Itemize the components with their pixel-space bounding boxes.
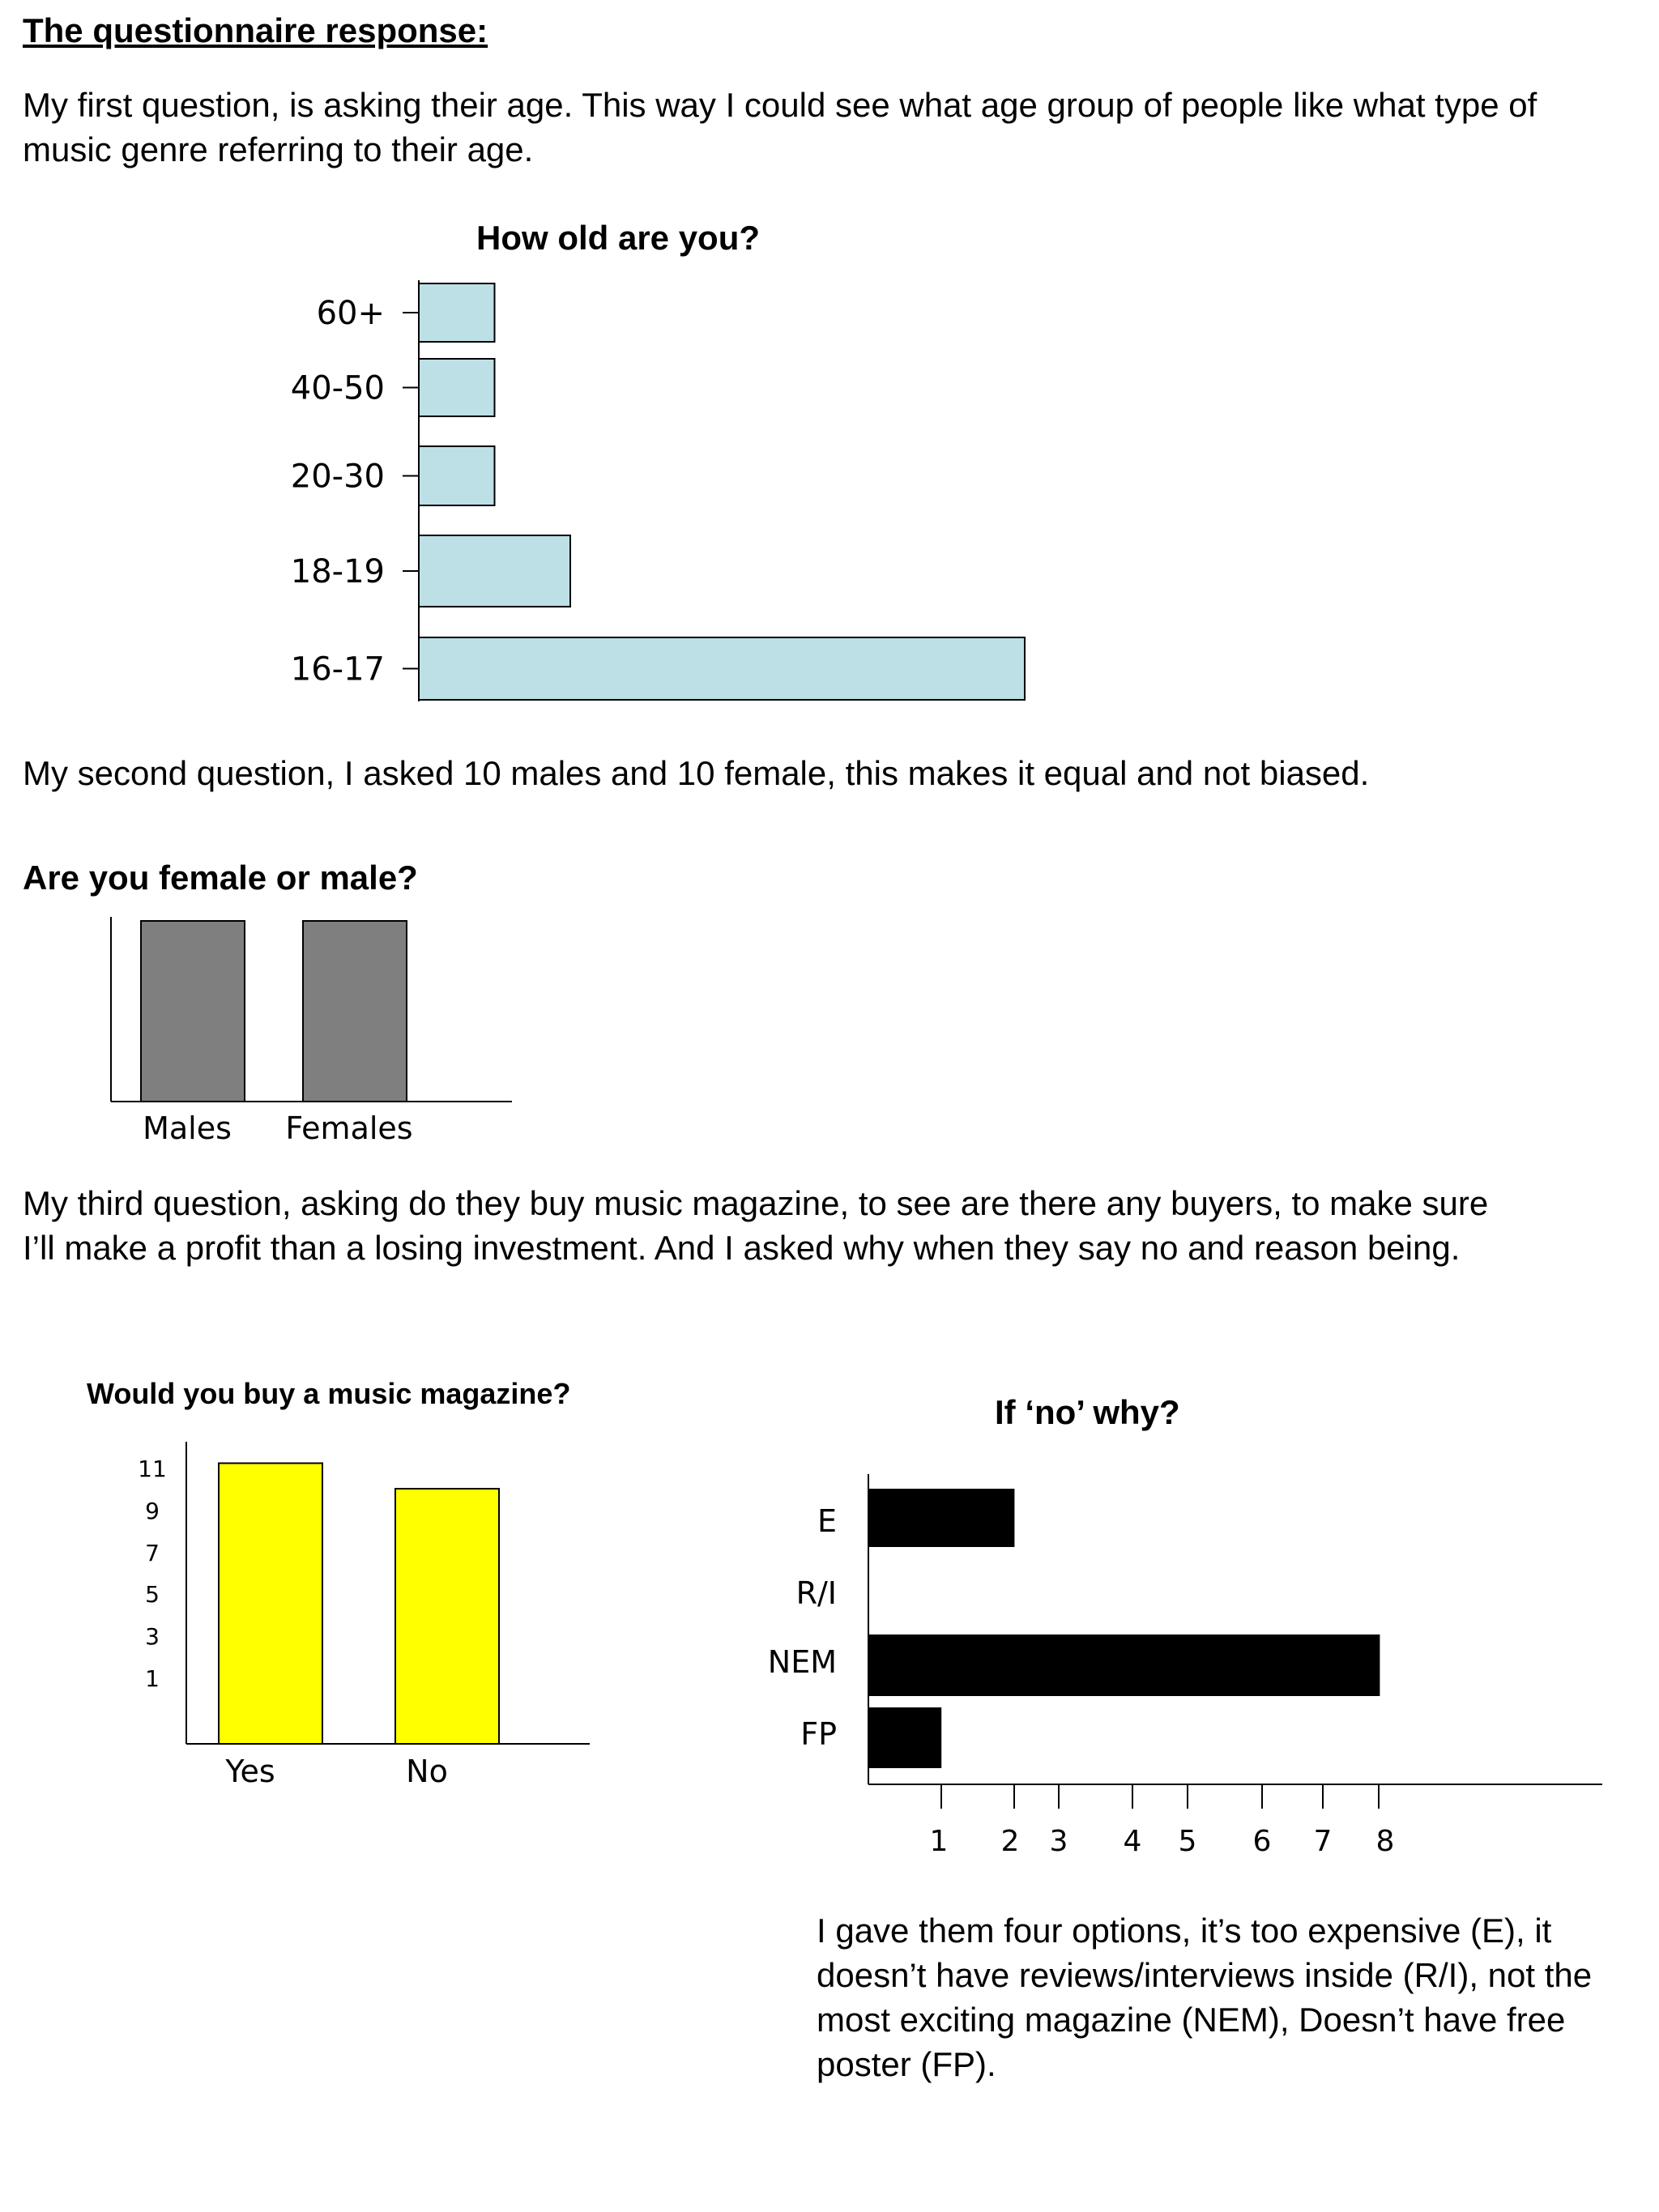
why-bar (868, 1634, 1380, 1696)
options-caption: I gave them four options, it’s too expensive (E), it doesn’t have reviews/interviews inside (R/I), not the most exciting magazine (NEM), Doesn’t have free poster (FP). (817, 1912, 1593, 2083)
why-category-label: FP (800, 1716, 837, 1752)
age-tick-label: 20-30 (290, 458, 385, 496)
age-chart-title: How old are you? (476, 219, 761, 257)
buy-category-label: Yes (225, 1754, 275, 1789)
buy-y-tick-label: 3 (145, 1623, 160, 1650)
gender-category-label: Females (285, 1110, 413, 1146)
buy-y-tick-label: 1 (145, 1665, 160, 1692)
age-bar (419, 535, 570, 607)
buy-chart-title: Would you buy a music magazine? (87, 1377, 571, 1410)
paragraph-age-question: My first question, is asking their age. This way I could see what age group of people like what type of music genre referring to their age. (23, 86, 1537, 168)
gender-category-label: Males (143, 1110, 232, 1146)
buy-category-label: No (406, 1754, 448, 1789)
why-x-tick-label: 3 (1049, 1825, 1068, 1858)
age-tick-label: 16-17 (290, 650, 385, 688)
why-x-tick-label: 1 (929, 1825, 949, 1858)
gender-bar (303, 921, 407, 1102)
why-chart (768, 1474, 1602, 1858)
paragraph-gender-question: My second question, I asked 10 males and 10 female, this makes it equal and not biased. (23, 754, 1370, 792)
age-bar (419, 637, 1025, 700)
age-bar (419, 283, 495, 342)
age-bar (419, 446, 495, 505)
buy-y-tick-label: 11 (138, 1455, 167, 1482)
why-chart-title: If ‘no’ why? (995, 1393, 1180, 1431)
page-heading: The questionnaire response: (23, 11, 488, 49)
why-x-tick-label: 7 (1313, 1825, 1333, 1858)
why-category-label: E (817, 1503, 837, 1539)
buy-y-tick-label: 9 (145, 1498, 160, 1524)
age-chart (291, 280, 1025, 701)
gender-chart-title: Are you female or male? (23, 859, 418, 897)
age-bar (419, 359, 495, 416)
buy-chart (138, 1442, 590, 1789)
buy-bar (219, 1464, 322, 1745)
why-category-label: NEM (767, 1644, 837, 1680)
buy-bar (395, 1489, 499, 1744)
gender-chart (111, 917, 512, 1146)
why-x-tick-label: 4 (1123, 1825, 1142, 1858)
why-x-tick-label: 2 (1000, 1825, 1020, 1858)
why-x-tick-label: 6 (1252, 1825, 1272, 1858)
why-x-tick-label: 8 (1375, 1825, 1395, 1858)
age-tick-label: 18-19 (290, 553, 385, 590)
why-category-label: R/I (795, 1575, 837, 1611)
buy-y-tick-label: 7 (145, 1540, 160, 1566)
why-bar (868, 1489, 1014, 1547)
paragraph-buy-question: My third question, asking do they buy music magazine, to see are there any buyers, to make sure I’ll make a profit than a losing investment. And I asked why when they say no and reason being. (23, 1184, 1489, 1267)
age-tick-label: 40-50 (290, 369, 385, 407)
buy-y-tick-label: 5 (145, 1581, 160, 1608)
age-tick-label: 60+ (316, 295, 385, 332)
why-bar (868, 1707, 941, 1768)
why-x-tick-label: 5 (1178, 1825, 1197, 1858)
gender-bar (141, 921, 245, 1102)
